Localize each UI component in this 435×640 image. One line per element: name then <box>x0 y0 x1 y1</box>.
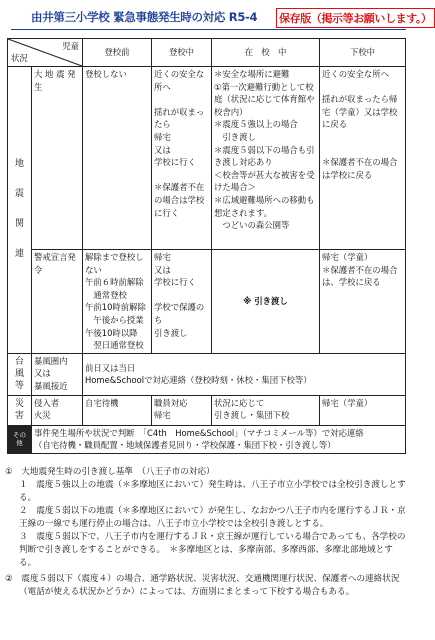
note-heading-2: ② 震度５弱以下（震度４）の場合、通学路状況、災害状況、交通機関運行状況、保護者への連絡状況（電話が使える状況かどうか）によっては、方面別にまとまって下校する場合もある。 <box>5 574 400 597</box>
title-underline <box>11 29 406 30</box>
cell-dis-school: 状況に応じて 引き渡し・集団下校 <box>212 395 320 425</box>
note-item-3: ３ 震度５弱以下で、八王子市内を運行するＪＲ・京王線が運行している場合であっても、各学校の判断で引き渡しをすることができる。 ＊多摩地区とは、多摩南部、多摩西部、多摩北部地域とする。 <box>19 532 406 568</box>
response-table <box>7 38 406 454</box>
col-header-after-school: 下校中 <box>320 39 406 67</box>
note-item-1: １ 震度５強以上の地震（＊多摩地区において）発生時は、八王子市立小学校では全校引き渡しとする。 <box>19 480 406 503</box>
diagonal-header-cell <box>8 39 83 67</box>
note-heading-1: ① 大地震発生時の引き渡し基準 （八王子市の対応） <box>5 467 215 477</box>
cell-warn-commute: 帰宅 又は 学校に行く 学校で保護のち 引き渡し <box>152 250 212 354</box>
category-earthquake: 地 震 関 連 <box>8 67 32 354</box>
row-typhoon <box>8 353 406 395</box>
diag-bottom-label: 状況 <box>11 53 28 64</box>
row-warning <box>8 250 406 354</box>
col-header-commute: 登校中 <box>152 39 212 67</box>
page-title: 由井第三小学校 緊急事態発生時の対応 R5-4 <box>31 10 258 24</box>
cell-eq-school: ＊安全な場所に避難 ①第一次避難行動として校庭（状況に応じて体育館や校舎内） ＊震度５強以上の場合 引き渡し ＊震度５弱以下の場合も引き渡し対応あり ＜校舎等が甚大な被害を受けた場合＞ ＊広域避難場所への移動も想定されます。 つどいの森公園等 <box>212 67 320 250</box>
col-header-at-school: 在 校 中 <box>212 39 320 67</box>
cell-other-merged: 事件発生場所や状況で判断 「C4th Home&School」（マチコミメール等）で対応連絡 （自宅待機・職員配置・地域保護者見回り・学校保護・集団下校・引き渡し等） <box>32 425 406 453</box>
header <box>3 3 432 33</box>
note-item-2: ２ 震度５弱以下の地震（＊多摩地区において）が発生し、なおかつ八王子市内を運行するＪＲ・京王線の一線でも運行停止の場合は、八王子市立小学校では全校引き渡しとする。 <box>19 506 406 529</box>
diag-top-label: 児童 <box>62 41 79 51</box>
category-typhoon: 台 風 等 <box>8 353 32 395</box>
cell-typhoon-merged: 前日又は当日 Home&Schoolで対応連絡（登校時刻・休校・集団下校等） <box>83 353 406 395</box>
cell-warn-school: ※ 引き渡し <box>212 250 320 354</box>
situation-big-earthquake: 大 地 震 発生 <box>32 67 83 250</box>
cell-dis-after: 帰宅（学童） <box>320 395 406 425</box>
situation-typhoon: 暴風圏内 又は 暴風接近 <box>32 353 83 395</box>
category-disaster: 災 害 <box>8 395 32 425</box>
keep-badge: 保存版（掲示等お願いします。） <box>276 8 435 28</box>
cell-dis-before: 自宅待機 <box>83 395 152 425</box>
cell-eq-before: 登校しない <box>83 67 152 250</box>
cell-dis-commute: 職員対応 帰宅 <box>152 395 212 425</box>
cell-eq-after: 近くの安全な所へ 揺れが収まったら帰宅（学童）又は学校に戻る ＊保護者不在の場合は学校に戻る <box>320 67 406 250</box>
cell-eq-commute: 近くの安全な所へ 揺れが収まったら 帰宅 又は 学校に行く ＊保護者不在の場合は学校に行く <box>152 67 212 250</box>
situation-disaster: 侵入者 火災 <box>32 395 83 425</box>
category-other: その他 <box>8 425 32 453</box>
row-disaster <box>8 395 406 425</box>
col-header-before-school: 登校前 <box>83 39 152 67</box>
situation-warning: 警戒宣言発令 <box>32 250 83 354</box>
cell-warn-after: 帰宅（学童） ＊保護者不在の場合は、学校に戻る <box>320 250 406 354</box>
cell-warn-before: 解除まで登校しない 午前６時前解除 通常登校 午前10時前解除 午後から授業 午後10時以降 翌日通常登校 <box>83 250 152 354</box>
row-big-earthquake <box>8 67 406 250</box>
table-header-row <box>8 39 406 67</box>
notes-section <box>5 466 409 599</box>
row-other <box>8 425 406 453</box>
